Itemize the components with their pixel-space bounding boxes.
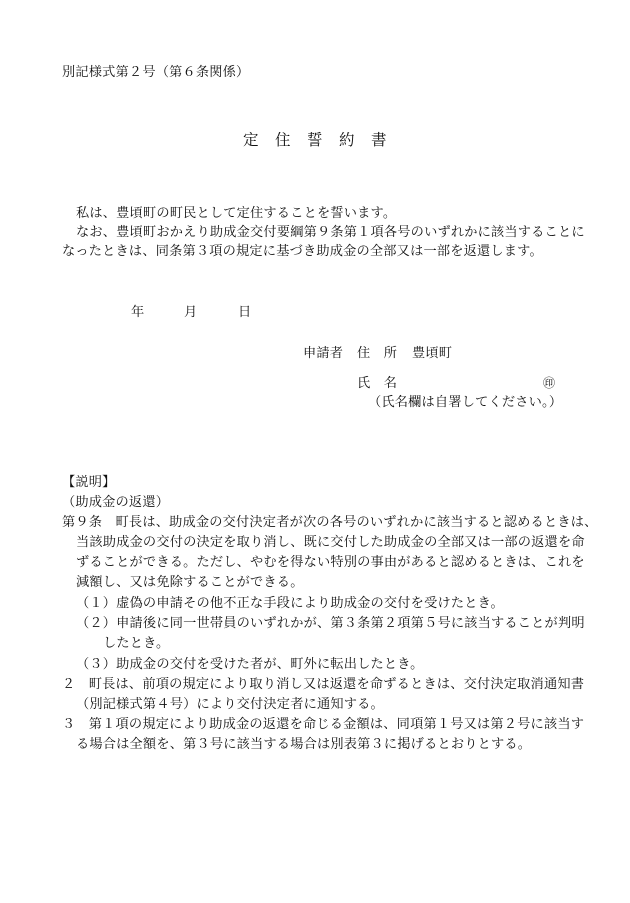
address-label: 住 所 <box>357 346 398 361</box>
document-title: 定 住 誓 約 書 <box>242 131 387 149</box>
date-day-label: 日 <box>238 305 252 320</box>
item-3: （３）助成金の交付を受けた者が、町外に転出したとき。 <box>76 657 424 672</box>
name-label: 氏 名 <box>357 376 398 391</box>
date-month-label: 月 <box>184 305 198 320</box>
seal-mark: ㊞ <box>543 376 556 390</box>
date-year-label: 年 <box>131 305 145 320</box>
signature-note: （氏名欄は自署してください。） <box>368 395 563 410</box>
article-9-line-2: 当該助成金の交付の決定を取り消し、既に交付した助成金の全部又は一部の返還を命 <box>76 535 585 550</box>
article-9-line-1: 第９条 町長は、助成金の交付決定者が次の各号のいずれかに該当すると認めるときは、 <box>62 515 598 530</box>
item-2: （２）申請後に同一世帯員のいずれかが、第３条第２項第５号に該当することが判明 <box>76 616 585 631</box>
applicant-label: 申請者 <box>303 346 344 361</box>
explanation-heading: 【説明】 <box>62 475 116 490</box>
oath-line-3: なったときは、同条第３項の規定に基づき助成金の全部又は一部を返還します。 <box>62 244 543 259</box>
oath-line-2: なお、豊頃町おかえり助成金交付要綱第９条第１項各号のいずれかに該当することに <box>76 225 585 240</box>
paragraph-3-line-1: ３ 第１項の規定により助成金の返還を命じる金額は、同項第１号又は第２号に該当す <box>62 717 585 732</box>
oath-line-1: 私は、豊頃町の町民として定住することを誓います。 <box>76 206 397 221</box>
paragraph-2-line-1: ２ 町長は、前項の規定により取り消し又は返還を命ずるときは、交付決定取消通知書 <box>62 677 585 692</box>
address-value: 豊頃町 <box>412 346 453 361</box>
item-1: （１）虚偽の申請その他不正な手段により助成金の交付を受けたとき。 <box>76 596 504 611</box>
article-9-line-4: 減額し、又は免除することができる。 <box>76 575 304 590</box>
explanation-subheading: （助成金の返還） <box>62 495 170 510</box>
article-9-line-3: ずることができる。ただし、やむを得ない特別の事由があると認めるときは、これを <box>76 555 585 570</box>
paragraph-2-line-2: （別記様式第４号）により交付決定者に通知する。 <box>76 697 384 712</box>
item-2-continued: したとき。 <box>103 636 170 651</box>
form-number: 別記様式第２号（第６条関係） <box>62 65 250 80</box>
paragraph-3-line-2: る場合は全額を、第３号に該当する場合は別表第３に掲げるとおりとする。 <box>76 737 532 752</box>
